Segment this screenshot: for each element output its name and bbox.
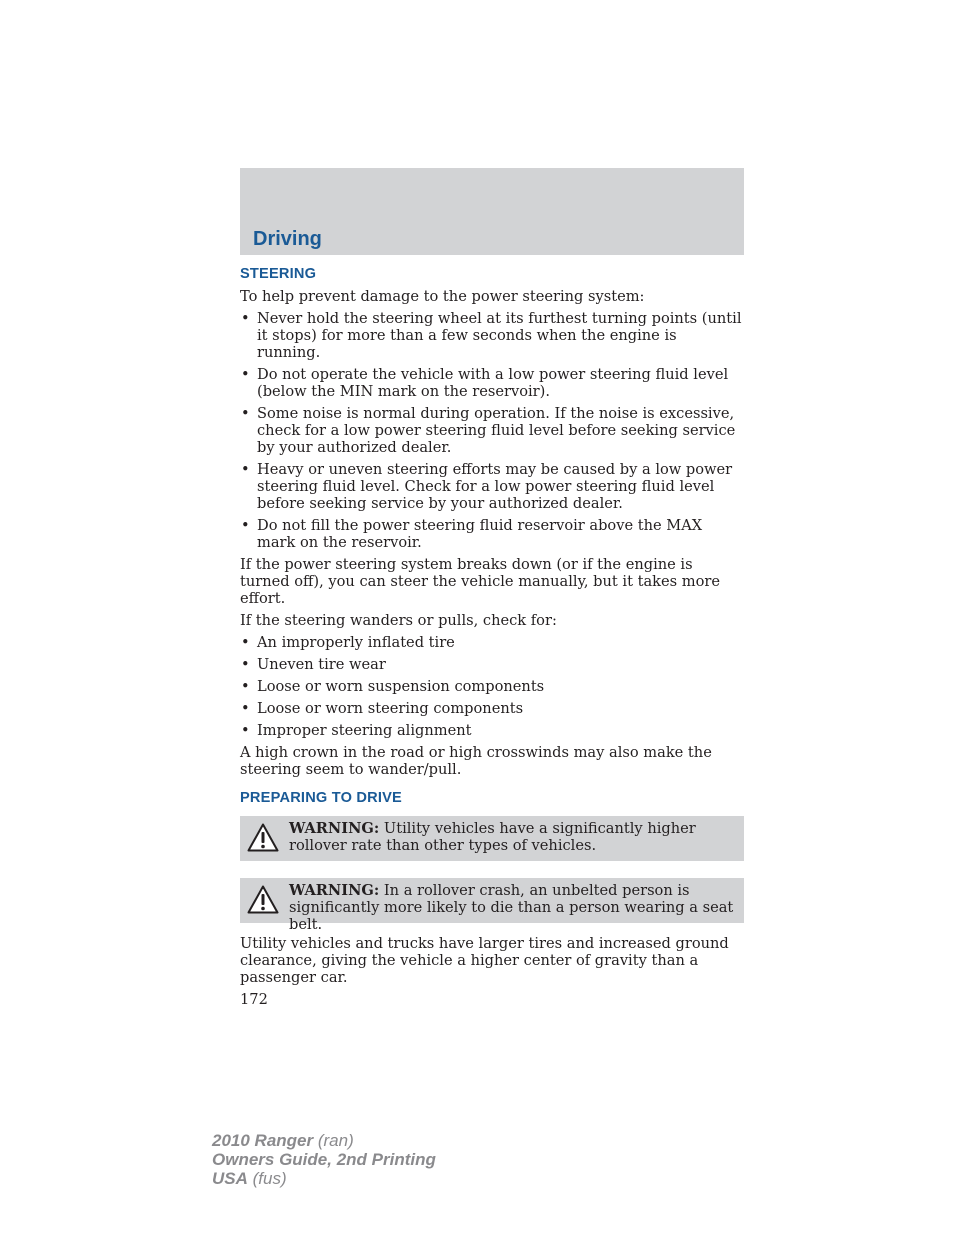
warning-box [240, 878, 744, 933]
bullet-glyph: • [241, 517, 250, 534]
crown-paragraph: A high crown in the road or high crosswinds may also make the steering seem to wander/pull. [240, 744, 712, 778]
footer-line-3 [212, 1169, 436, 1188]
warning-triangle-icon [247, 885, 279, 914]
list-item [240, 678, 744, 695]
list-item [240, 634, 744, 651]
bullet-glyph: • [241, 700, 250, 717]
list-item-text: An improperly inflated tire [257, 634, 455, 651]
warning-label: WARNING: [289, 820, 380, 837]
list-item-text: Uneven tire wear [257, 656, 386, 673]
footer-line-2 [212, 1150, 436, 1169]
list-item-text: Some noise is normal during operation. If the noise is excessive, check for a low power steering fluid level before seeking service by your authorized dealer. [257, 405, 736, 456]
page-number: 172 [240, 991, 268, 1008]
list-item [240, 310, 744, 361]
list-item [240, 656, 744, 673]
list-item [240, 517, 744, 551]
wanders-paragraph: If the steering wanders or pulls, check for: [240, 612, 557, 629]
footer-market: USA [212, 1169, 248, 1188]
warning-triangle-icon [247, 823, 279, 852]
page-content [240, 266, 744, 1008]
footer-guide: Owners Guide, 2nd Printing [212, 1150, 436, 1169]
utility-paragraph: Utility vehicles and trucks have larger tires and increased ground clearance, giving the vehicle a higher center of gravity than a passenger car. [240, 935, 729, 986]
bullet-glyph: • [241, 656, 250, 673]
list-item-text: Do not fill the power steering fluid reservoir above the MAX mark on the reservoir. [257, 517, 703, 551]
bullet-glyph: • [241, 405, 250, 422]
steering-heading: STEERING [240, 266, 317, 282]
list-item-text: Do not operate the vehicle with a low power steering fluid level (below the MIN mark on the reservoir). [257, 366, 729, 400]
list-item-text: Heavy or uneven steering efforts may be caused by a low power steering fluid level. Check for a low power steering fluid level before seeking service by your authorized dealer. [257, 461, 733, 512]
list-item-text: Improper steering alignment [257, 722, 472, 739]
bullet-glyph: • [241, 722, 250, 739]
bullet-glyph: • [241, 461, 250, 478]
steering-intro: To help prevent damage to the power steering system: [240, 288, 645, 305]
bullet-glyph: • [241, 678, 250, 695]
breakdown-paragraph: If the power steering system breaks down (or if the engine is turned off), you can steer the vehicle manually, but it takes more effort. [240, 556, 720, 607]
preparing-heading: PREPARING TO DRIVE [240, 790, 402, 806]
footer-line-1 [212, 1131, 436, 1150]
steering-checks-list [240, 634, 744, 739]
footer-model: 2010 Ranger [212, 1131, 314, 1150]
section-header-band [240, 168, 744, 255]
steering-precautions-list [240, 310, 744, 551]
warning-text: Utility vehicles have a significantly higher rollover rate than other types of vehicles. [289, 820, 696, 854]
warning-box [240, 816, 744, 861]
list-item-text: Loose or worn steering components [257, 700, 524, 717]
list-item-text: Loose or worn suspension components [257, 678, 545, 695]
warning-text: In a rollover crash, an unbelted person is significantly more likely to die than a person wearing a seat belt. [289, 882, 734, 933]
list-item [240, 700, 744, 717]
list-item [240, 461, 744, 512]
footer-market-code: (fus) [252, 1169, 287, 1188]
bullet-glyph: • [241, 634, 250, 651]
footer-model-code: (ran) [317, 1131, 354, 1150]
list-item [240, 405, 744, 456]
list-item [240, 366, 744, 400]
bullet-glyph: • [241, 310, 250, 327]
warning-label: WARNING: [289, 882, 380, 899]
list-item [240, 722, 744, 739]
list-item-text: Never hold the steering wheel at its furthest turning points (until it stops) for more than a few seconds when the engine is running. [257, 310, 742, 361]
bullet-glyph: • [241, 366, 250, 383]
footer-imprint [212, 1131, 436, 1188]
section-title: Driving [253, 228, 322, 250]
